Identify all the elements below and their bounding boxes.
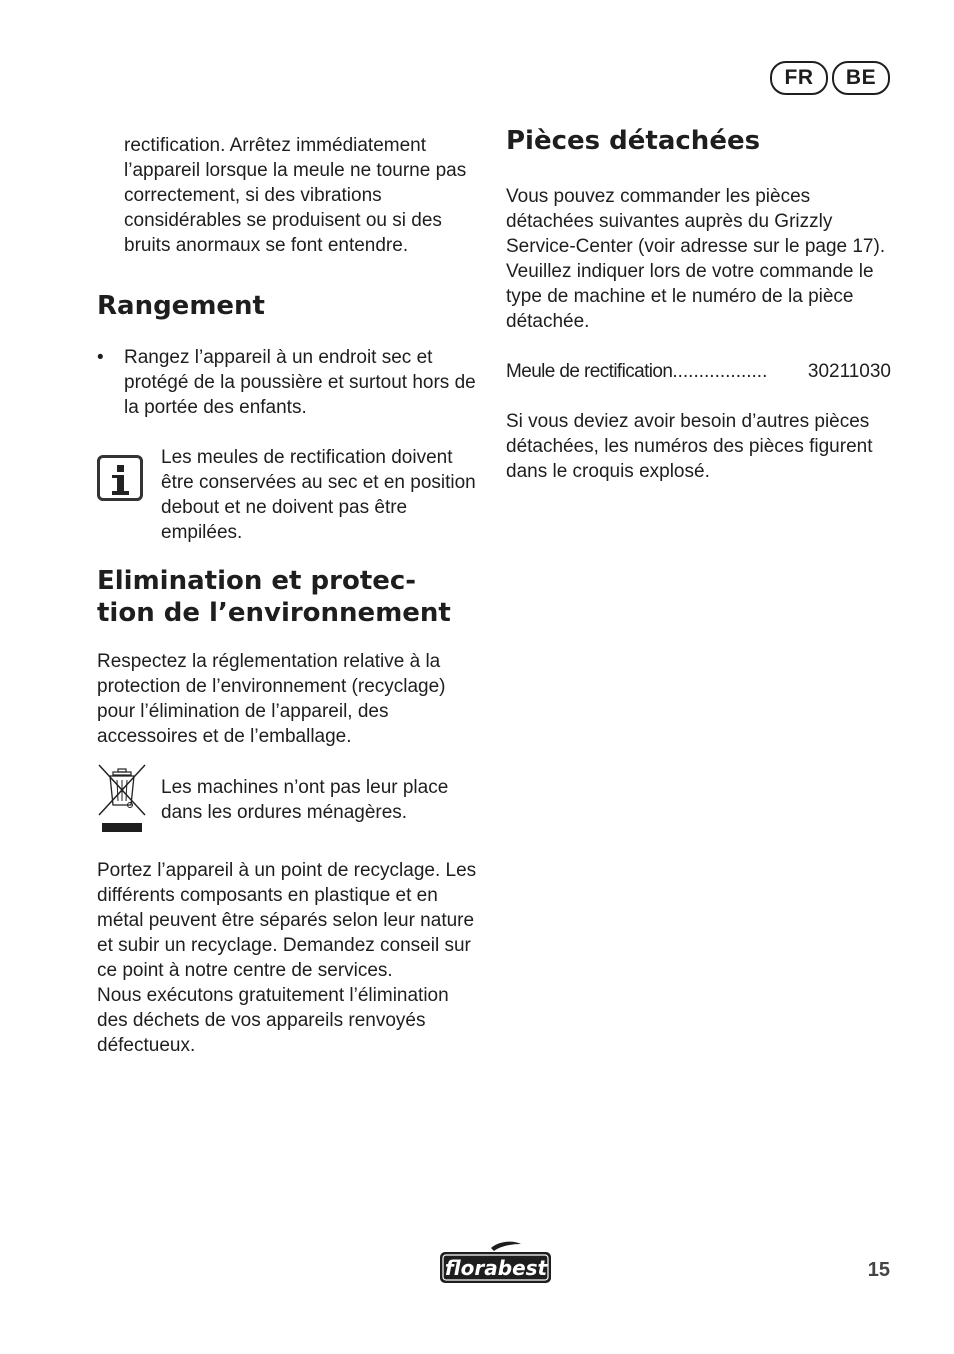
rangement-heading: Rangement [97,291,265,321]
elimination-heading-line1: Elimination et protec- [97,566,417,596]
lang-badge-be: BE [832,61,890,95]
spare-part-row [506,359,891,384]
lang-badge-fr: FR [770,61,828,95]
pieces-intro-paragraph: Vous pouvez commander les pièces détachées suivantes auprès du Grizzly Service-Center (voir adresse sur le page 17). Veuillez indiquer lors de votre commande le type de machine et le numéro de la pièce détachée. [506,186,886,332]
pieces-heading: Pièces détachées [506,126,761,156]
florabest-logo [439,1240,553,1291]
bullet-symbol: • [97,347,104,368]
weee-note [97,763,477,840]
spare-part-name: Meule de rectification [506,361,673,382]
spare-part-leader: .................. [672,361,768,382]
pieces-outro-paragraph: Si vous deviez avoir besoin d’autres pièces détachées, les numéros des pièces figurent dans le croquis explosé. [506,411,873,482]
recycling-paragraph: Portez l’appareil à un point de recyclage. Les différents composants en plastique et en métal peuvent être séparés selon leur nature et subir un recyclage. Demandez conseil sur ce point à notre centre de services. [97,860,477,981]
language-badges [770,61,890,95]
crossed-out-bin-icon [97,763,147,835]
elimination-heading-line2: tion de l’environnement [97,598,451,628]
rangement-bullet [97,345,477,420]
info-note-text: Les meules de rectification doivent être conservées au sec et en position debout et ne doivent pas être empilées. [161,447,476,543]
florabest-logo-text: florabest [444,1256,548,1280]
intro-paragraph: rectification. Arrêtez immédiatement l’appareil lorsque la meule ne tourne pas correctement, si des vibrations considérables se produisent ou si des bruits anormaux se font entendre. [124,135,467,256]
right-column [506,125,891,484]
elimination-heading [97,565,477,629]
elimination-paragraph: Respectez la réglementation relative à la protection de l’environnement (recyclage) pour l’élimination de l’appareil, des accessoires et de l’emballage. [97,651,446,747]
weee-note-text: Les machines n’ont pas leur place dans les ordures ménagères. [161,777,449,823]
free-disposal-paragraph: Nous exécutons gratuitement l’élimination des déchets de vos appareils renvoyés défectueux. [97,985,449,1056]
rangement-bullet-text: Rangez l’appareil à un endroit sec et protégé de la poussière et surtout hors de la portée des enfants. [124,347,476,418]
page-number: 15 [867,1259,890,1281]
spare-part-number: 30211030 [807,361,891,382]
info-icon [97,455,143,501]
left-column [97,133,477,1058]
info-note [97,445,477,545]
